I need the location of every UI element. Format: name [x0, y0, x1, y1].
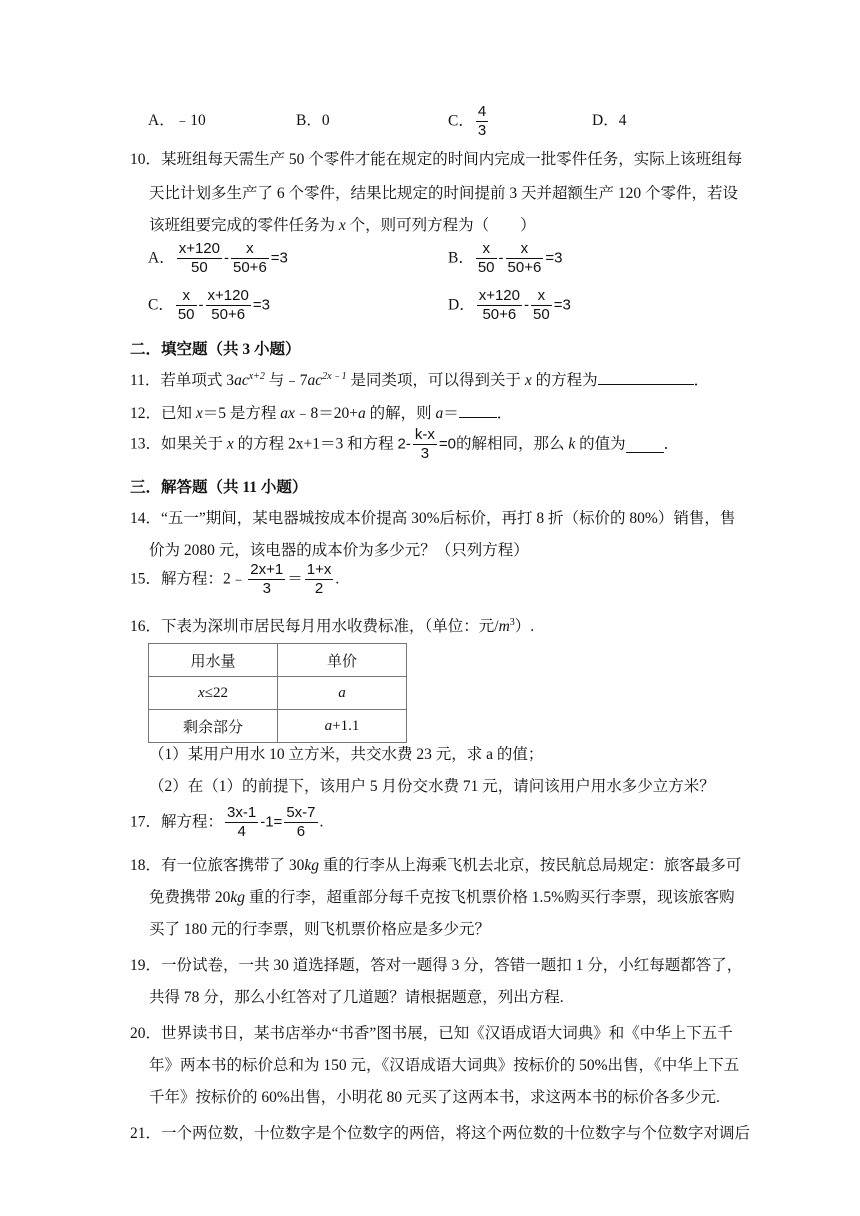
fraction-denominator: 50+6 [211, 306, 246, 323]
fraction [413, 426, 437, 463]
water-fee-table [148, 643, 407, 743]
q16-sub2: （2）在（1）的前提下，该用户 5 月份交水费 71 元，请问该用户用水多少立方米？ [149, 778, 715, 795]
unit: m [498, 618, 510, 635]
q12-text: ． [496, 405, 513, 422]
q9-option-c[interactable] [448, 103, 490, 140]
table-header-cell: 单价 [278, 644, 407, 677]
q18-text: 18．有一位旅客携带了 30 [130, 857, 305, 874]
answer-blank[interactable] [459, 402, 497, 418]
q12-text: ﹣8＝20+ [294, 405, 358, 422]
fraction-denominator: 3 [262, 580, 271, 597]
fraction-numerator: 4 [477, 103, 487, 120]
q15-text: 15．解方程：2﹣ [130, 570, 247, 588]
q12 [130, 402, 512, 424]
fraction-denominator: 2 [314, 580, 324, 597]
fraction-numerator: x [506, 240, 544, 259]
table-cell [278, 710, 407, 743]
option-label: A． [148, 249, 175, 267]
q11-text: 是同类项，可以得到关于 [346, 372, 525, 389]
q20-line3: 千年》按标价的 60%出售，小明花 80 元买了这两本书，求这两本书的标价各多少元. [149, 1089, 720, 1106]
fraction [305, 561, 334, 598]
option-label: D． [448, 296, 475, 314]
fraction-denominator: 3 [420, 445, 430, 462]
q10-option-c[interactable]: C． $\frac{x}{50}$ - $\frac{x+120}{50+6}$ =3 [148, 287, 270, 323]
exponent: 2x﹣1 [322, 370, 347, 382]
q9-option-a[interactable]: A．﹣10 [148, 112, 206, 129]
exponent: 3 [509, 616, 515, 628]
equation-part: 2- [397, 435, 411, 453]
fraction-denominator: 6 [296, 823, 306, 840]
table-header-cell: 用水量 [149, 644, 278, 677]
q9-option-d[interactable]: D．4 [592, 112, 627, 129]
q17-text: . [319, 813, 324, 831]
equals-sign: ＝ [287, 570, 303, 588]
q16-text: ）. [514, 618, 535, 635]
q15-text: . [335, 570, 340, 588]
fraction-denominator: 50+6 [233, 259, 267, 276]
q12-text: ＝5 是方程 [202, 405, 281, 422]
cell-text: +1.1 [332, 717, 360, 734]
equation-rhs: =3 [252, 296, 270, 314]
q18-line3: 买了 180 元的行李票，则飞机票价格应是多少元？ [149, 921, 491, 938]
q13-text: 的值为 [575, 435, 626, 453]
q13 [130, 426, 679, 463]
unit-kg: kg [304, 857, 320, 874]
fraction-numerator: 3x-1 [227, 804, 257, 821]
fraction [231, 240, 269, 277]
variable-x: x [338, 217, 346, 234]
table-row [149, 644, 407, 677]
fraction-denominator: 4 [237, 823, 246, 840]
variable-a: a [324, 717, 333, 734]
fraction [476, 240, 497, 277]
fraction [506, 240, 544, 277]
table-cell: 剩余部分 [149, 710, 278, 743]
q11-text: 的方程为 [531, 372, 598, 389]
variable-x: x [524, 372, 532, 389]
q16-stem [130, 617, 534, 637]
q10-stem-line2: 天比计划多生产了 6 个零件，结果比规定的时间提前 3 天并超额生产 120 个零件，若设 [149, 185, 739, 202]
exponent: x+2 [248, 370, 265, 382]
q14-line1: 14．“五一”期间，某电器城按成本价提高 30%后标价，再打 8 折（标价的 80%）销售，售 [130, 510, 736, 527]
q13-text: 的解相同，那么 [455, 435, 569, 453]
q16-text: 16．下表为深圳市居民每月用水收费标准，（单位：元/ [130, 618, 499, 635]
q20-line1: 20．世界读书日，某书店举办“书香”图书展，已知《汉语成语大词典》和《中华上下五千 [130, 1025, 733, 1042]
fraction [206, 287, 251, 324]
q13-text: 13．如果关于 [130, 435, 227, 453]
q13-text: ． [663, 435, 680, 453]
q10-stem-text: 该班组要完成的零件任务为 [149, 217, 339, 234]
q18-line2 [149, 888, 735, 908]
table-cell [149, 677, 278, 710]
fraction-numerator: 1+x [306, 561, 332, 578]
q12-text: ＝ [443, 405, 459, 422]
fraction [477, 287, 522, 324]
variable-ac: ac [234, 372, 249, 389]
fraction-numerator: k-x [414, 426, 435, 443]
fraction [177, 240, 222, 277]
q15 [130, 561, 339, 598]
q12-text: 的解，则 [365, 405, 436, 422]
unit-kg: kg [230, 889, 246, 906]
q18-line1 [130, 856, 741, 876]
q18-text: 重的行李从上海乘飞机去北京，按民航总局规定：旅客最多可 [319, 857, 742, 874]
q18-text: 免费携带 20 [149, 889, 231, 906]
equation-rhs: =3 [545, 249, 563, 267]
q19-line2: 共得 78 分，那么小红答对了几道题？请根据题意，列出方程. [149, 989, 564, 1006]
table-row [149, 710, 407, 743]
variable: a [435, 405, 444, 422]
variable-x: x [198, 684, 205, 701]
fraction [176, 287, 197, 324]
q20-line2: 年》两本书的标价总和为 150 元，《汉语成语大词典》按标价的 50%出售，《中华上下五 [149, 1057, 740, 1074]
equation-part: -1= [260, 813, 283, 831]
q10-stem-line1: 10．某班组每天需生产 50 个零件才能在规定的时间内完成一批零件任务，实际上该班组每 [130, 151, 743, 168]
equation-part: =0 [438, 435, 456, 453]
section-heading-fill-in: 二．填空题（共 3 小题） [130, 341, 301, 358]
fraction [531, 287, 552, 324]
q21-line1: 21．一个两位数，十位数字是个位数字的两倍，将这个两位数的十位数字与个位数字对调后 [130, 1125, 751, 1142]
q9-option-c-fraction [476, 103, 488, 140]
q10-option-a[interactable]: A． $\frac{x+120}{50}$ - $\frac{x}{50+6}$ =3 [148, 240, 288, 276]
q12-text: 12．已知 [130, 405, 196, 422]
q11-text: 11．若单项式 3 [130, 372, 235, 389]
option-label: C． [148, 296, 174, 314]
q13-text: 的方程 2x+1＝3 和方程 [233, 435, 398, 453]
q10-stem-text-end: 个，则可列方程为（ ） [345, 217, 536, 234]
variable-k: k [568, 435, 576, 453]
q10-option-d[interactable]: D． $\frac{x+120}{50+6}$ - $\frac{x}{50}$ =3 [448, 287, 571, 323]
q9-option-b[interactable]: B．0 [296, 112, 330, 129]
fraction-numerator: x+120 [207, 287, 249, 304]
variable-ac: ac [307, 372, 323, 389]
fraction-numerator: x [176, 287, 197, 306]
variable-x: x [226, 435, 234, 453]
cell-text: ≤22 [204, 684, 228, 701]
fraction-numerator: x+120 [478, 287, 520, 304]
fraction-numerator: x+120 [178, 240, 220, 257]
fraction-numerator: x [231, 240, 269, 259]
fraction-numerator: 5x-7 [286, 804, 316, 821]
variable: ax [280, 405, 295, 422]
fraction-denominator: 50+6 [507, 259, 542, 276]
answer-blank[interactable] [626, 437, 664, 453]
answer-blank[interactable] [598, 369, 694, 385]
variable: a [357, 405, 366, 422]
fraction-numerator: x [531, 287, 552, 306]
q9-option-c-label: C． [448, 112, 474, 130]
equation-rhs: =3 [553, 296, 571, 314]
q16-sub1: （1）某用户用水 10 立方米，共交水费 23 元，求 a 的值； [149, 746, 544, 763]
q11-text: ． [693, 372, 710, 389]
fraction-denominator: 50+6 [482, 306, 517, 323]
table-cell: a [278, 677, 407, 710]
fraction-numerator: x [476, 240, 497, 259]
q14-line2: 价为 2080 元，该电器的成本价为多少元？（只列方程） [149, 542, 529, 559]
q10-option-b[interactable]: B． $\frac{x}{50}$ - $\frac{x}{50+6}$ =3 [448, 240, 563, 276]
q11-text: 与﹣7 [264, 372, 308, 389]
q17-text: 17．解方程： [130, 813, 224, 831]
fraction-denominator: 50 [191, 259, 208, 276]
fraction-denominator: 3 [477, 122, 487, 139]
section-heading-solve: 三．解答题（共 11 小题） [130, 479, 308, 496]
fraction [284, 804, 317, 841]
q18-text: 重的行李，超重部分每千克按飞机票价格 1.5%购买行李票，现该旅客购 [245, 889, 735, 906]
q19-line1: 19．一份试卷，一共 30 道选择题，答对一题得 3 分，答错一题扣 1 分，小红每题都答了， [130, 957, 743, 974]
equation-rhs: =3 [270, 249, 288, 267]
q10-stem-line3 [149, 216, 536, 236]
fraction-denominator: 50 [477, 259, 495, 276]
fraction-denominator: 50 [533, 306, 550, 323]
fraction-numerator: 2x+1 [250, 561, 284, 578]
q11 [130, 369, 709, 391]
variable: x [195, 405, 203, 422]
fraction [225, 804, 258, 841]
fraction-denominator: 50 [177, 306, 195, 323]
q17 [130, 804, 323, 841]
option-label: B． [448, 249, 474, 267]
fraction [248, 561, 285, 598]
table-row [149, 677, 407, 710]
